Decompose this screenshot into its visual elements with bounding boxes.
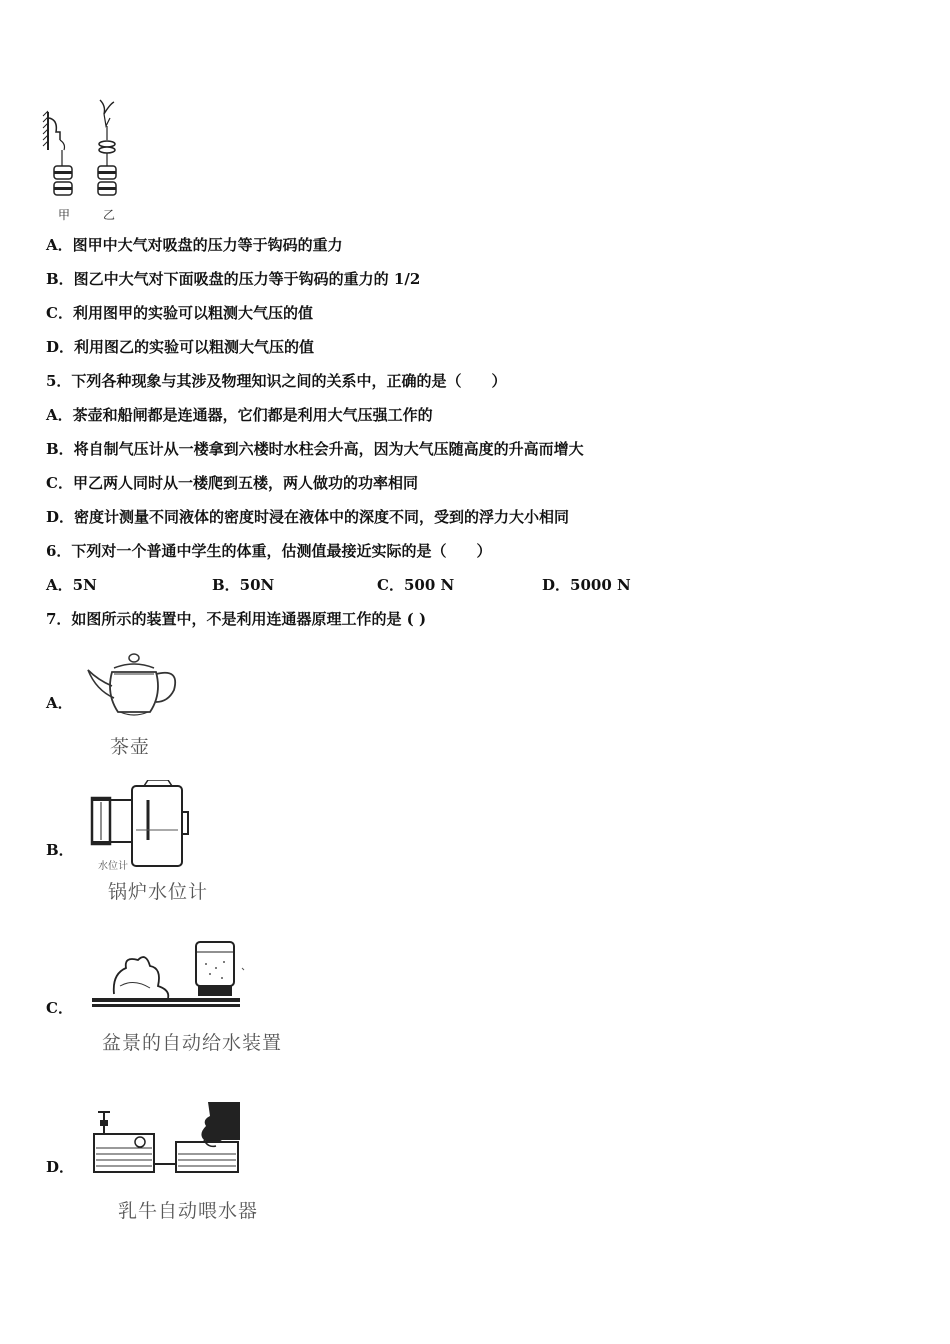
q7-stem: 7．如图所示的装置中，不是利用连通器原理工作的是 ( ) [46,610,427,628]
q4-option-d: D．利用图乙的实验可以粗测大气压的值 [46,338,315,356]
q6-option-b: B．50N [212,576,275,594]
suction-cup-drawing [40,96,130,206]
q7-option-a-letter: A． [46,694,73,712]
q6-option-a: A．5N [46,576,97,594]
q5-stem: 5．下列各种现象与其涉及物理知识之间的关系中，正确的是（ ） [46,372,507,390]
teapot-figure [84,650,184,722]
q7-caption-d: 乳牛自动喂水器 [118,1200,259,1222]
q6-option-c: C．500 N [377,576,455,594]
q5-option-c: C．甲乙两人同时从一楼爬到五楼，两人做功的功率相同 [46,474,418,492]
figure-label-yi: 乙 [103,208,116,222]
q7-caption-b: 锅炉水位计 [108,881,209,903]
teapot-icon [84,650,184,722]
q6-option-d: D．5000 N [542,576,631,594]
q5-option-d: D．密度计测量不同液体的密度时浸在液体中的深度不同，受到的浮力大小相同 [46,508,570,526]
suction-cup-figure [40,96,130,224]
q7-caption-c: 盆景的自动给水装置 [102,1032,283,1054]
q4-option-a: A．图甲中大气对吸盘的压力等于钩码的重力 [46,236,343,254]
q4-option-b: B．图乙中大气对下面吸盘的压力等于钩码的重力的 1/2 [46,270,421,288]
q6-stem: 6．下列对一个普通中学生的体重，估测值最接近实际的是（ ） [46,542,492,560]
q5-option-b: B．将自制气压计从一楼拿到六楼时水柱会升高，因为大气压随高度的升高而增大 [46,440,584,458]
q7-option-b-letter: B． [46,841,74,859]
figure-label-jia: 甲 [58,208,71,222]
q7-caption-a: 茶壶 [110,736,151,758]
q4-option-c: C．利用图甲的实验可以粗测大气压的值 [46,304,313,322]
cow-feeder-figure [90,1100,250,1180]
q5-option-a: A．茶壶和船闸都是连通器，它们都是利用大气压强工作的 [46,406,433,424]
plant-watering-drawing [90,938,250,1010]
q7-option-c-letter: C． [46,999,73,1017]
q7-option-d-letter: D． [46,1158,75,1176]
cow-feeder-drawing [90,1100,250,1180]
q7-sub-caption-b: 水位计 [98,861,128,872]
plant-watering-figure [90,938,250,1010]
